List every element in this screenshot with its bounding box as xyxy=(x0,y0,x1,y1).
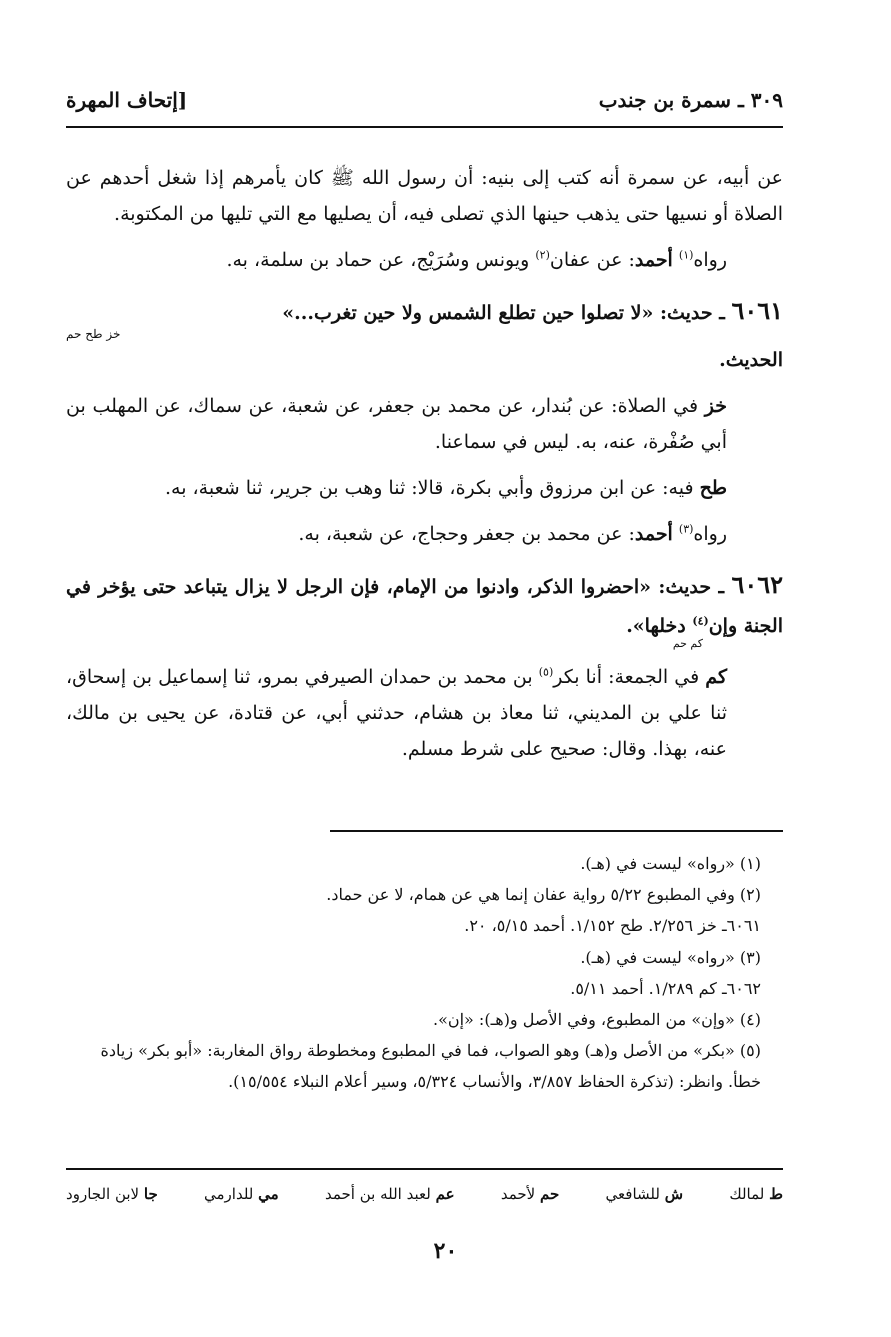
paragraph-4 xyxy=(66,470,783,506)
footnote: ٦٠٦١ـ خز ٢/٢٥٦. طح ١/١٥٢. أحمد ٥/١٥، ٢٠. xyxy=(464,916,761,936)
paragraph-2-text-a: : عن عفان xyxy=(549,249,635,272)
footnote-divider xyxy=(330,830,783,832)
paragraph-1: عن أبيه، عن سمرة أنه كتب إلى بنيه: أن رسول الله ﷺ كان يأمرهم إذا شغل أحدهم عن الصلاة أو نسيها حتى يذهب حينها الذي تصلى فيه، أن يصليها مع التي تليها من المكتوبة. xyxy=(66,167,783,226)
abbreviations-key xyxy=(66,1185,783,1203)
hadith-text: ـ حديث: «لا تصلوا حين تطلع الشمس ولا حين تغرب...» xyxy=(282,302,725,325)
source-symbols: كم حم xyxy=(672,637,703,651)
source-name: أحمد xyxy=(634,249,673,272)
abbreviation-item: حم لأحمد xyxy=(500,1185,560,1203)
paragraph-2-text-b: ويونس وسُرَيْج، عن حماد بن سلمة، به. xyxy=(226,249,530,272)
hadith-tail: دخلها». xyxy=(626,614,686,637)
paragraph-3-text: في الصلاة: عن بُندار، عن محمد بن جعفر، عن شعبة، عن سماك، عن المهلب بن أبي صُفْرة، عنه، به. ليس في سماعنا. xyxy=(66,394,727,454)
footnote-ref-5: (٥) xyxy=(538,665,554,679)
paragraph-3 xyxy=(66,388,783,460)
source-symbol: كم xyxy=(705,666,727,689)
footnote: (٣) «رواه» ليست في (هـ). xyxy=(580,947,761,967)
header-divider xyxy=(66,126,783,128)
footnote: (١) «رواه» ليست في (هـ). xyxy=(580,854,761,873)
paragraph-4-text: فيه: عن ابن مرزوق وأبي بكرة، قالا: ثنا وهب بن جرير، ثنا شعبة، به. xyxy=(165,477,694,500)
paragraph-6-text-b: بن محمد بن حمدان الصيرفي بمرو، ثنا إسماعيل بن إسحاق، ثنا علي بن المديني، ثنا معاذ بن هشام، حدثني أبي، عن قتادة، عن يحيى بن مالك، عنه، بهذا. وقال: صحيح على شرط مسلم. xyxy=(66,666,727,761)
paragraph-2 xyxy=(66,242,783,278)
hadith-tail: الحديث. xyxy=(719,348,783,371)
running-title: ٣٠٩ ـ سمرة بن جندب xyxy=(598,88,783,112)
paragraph-6-text-a: في الجمعة: أنا بكر xyxy=(553,666,700,689)
hadith-6061 xyxy=(66,288,783,378)
paragraph-5 xyxy=(66,516,783,552)
source-symbol: طح xyxy=(699,477,727,500)
footnote: (٥) «بكر» من الأصل و(هـ) وهو الصواب، فما في المطبوع ومخطوطة رواق المغاربة: «أبو بكر» زيادة خطأ. وانظر: (تذكرة الحفاظ ٣/٨٥٧، والأنساب ٥/٣٢٤، وسير أعلام النبلاء ١٥/٥٥٤). xyxy=(100,1041,761,1092)
source-symbols: خز طح حم xyxy=(66,326,121,341)
source-name: أحمد xyxy=(634,523,673,546)
paragraph-6 xyxy=(66,659,783,767)
abbreviation-item: مي للدارمي xyxy=(204,1185,279,1203)
page-header xyxy=(66,84,783,116)
abbreviations-divider xyxy=(66,1168,783,1170)
footnote: ٦٠٦٢ـ كم ١/٢٨٩. أحمد ٥/١١. xyxy=(570,978,761,998)
hadith-text: ـ حديث: «احضروا الذكر، وادنوا من الإمام، فإن الرجل لا يزال يتباعد حتى يؤخر في الجنة وإن xyxy=(66,576,783,637)
riwaya-label: رواه xyxy=(693,249,727,272)
paragraph-5-text: : عن محمد بن جعفر وحجاج، عن شعبة، به. xyxy=(298,523,635,546)
book-title: [إتحاف المهرة xyxy=(66,88,188,112)
abbreviation-item: جا لابن الجارود xyxy=(66,1185,158,1203)
hadith-number: ٦٠٦٢ xyxy=(731,570,783,600)
source-symbol: خز xyxy=(704,394,728,417)
footnote: (٤) «وإن» من المطبوع، وفي الأصل و(هـ): «إن». xyxy=(432,1009,761,1029)
abbreviation-item: عم لعبد الله بن أحمد xyxy=(324,1185,455,1203)
main-text xyxy=(66,160,783,777)
footnote-ref-4: (٤) xyxy=(692,614,709,628)
hadith-number: ٦٠٦١ xyxy=(731,296,783,326)
page-number: ٢٠ xyxy=(433,1238,458,1264)
riwaya-label: رواه xyxy=(693,523,727,546)
footnote-ref-3: (٣) xyxy=(678,522,694,536)
hadith-6062 xyxy=(66,562,783,649)
footnote-ref-2: (٢) xyxy=(535,248,550,262)
footnote-ref-1: (١) xyxy=(678,248,694,262)
abbreviation-item: ط لمالك xyxy=(729,1185,783,1203)
footnotes xyxy=(66,848,783,1098)
footnote: (٢) وفي المطبوع ٥/٢٢ رواية عفان إنما هي عن همام، لا عن حماد. xyxy=(326,885,761,905)
abbreviation-item: ش للشافعي xyxy=(605,1185,684,1203)
